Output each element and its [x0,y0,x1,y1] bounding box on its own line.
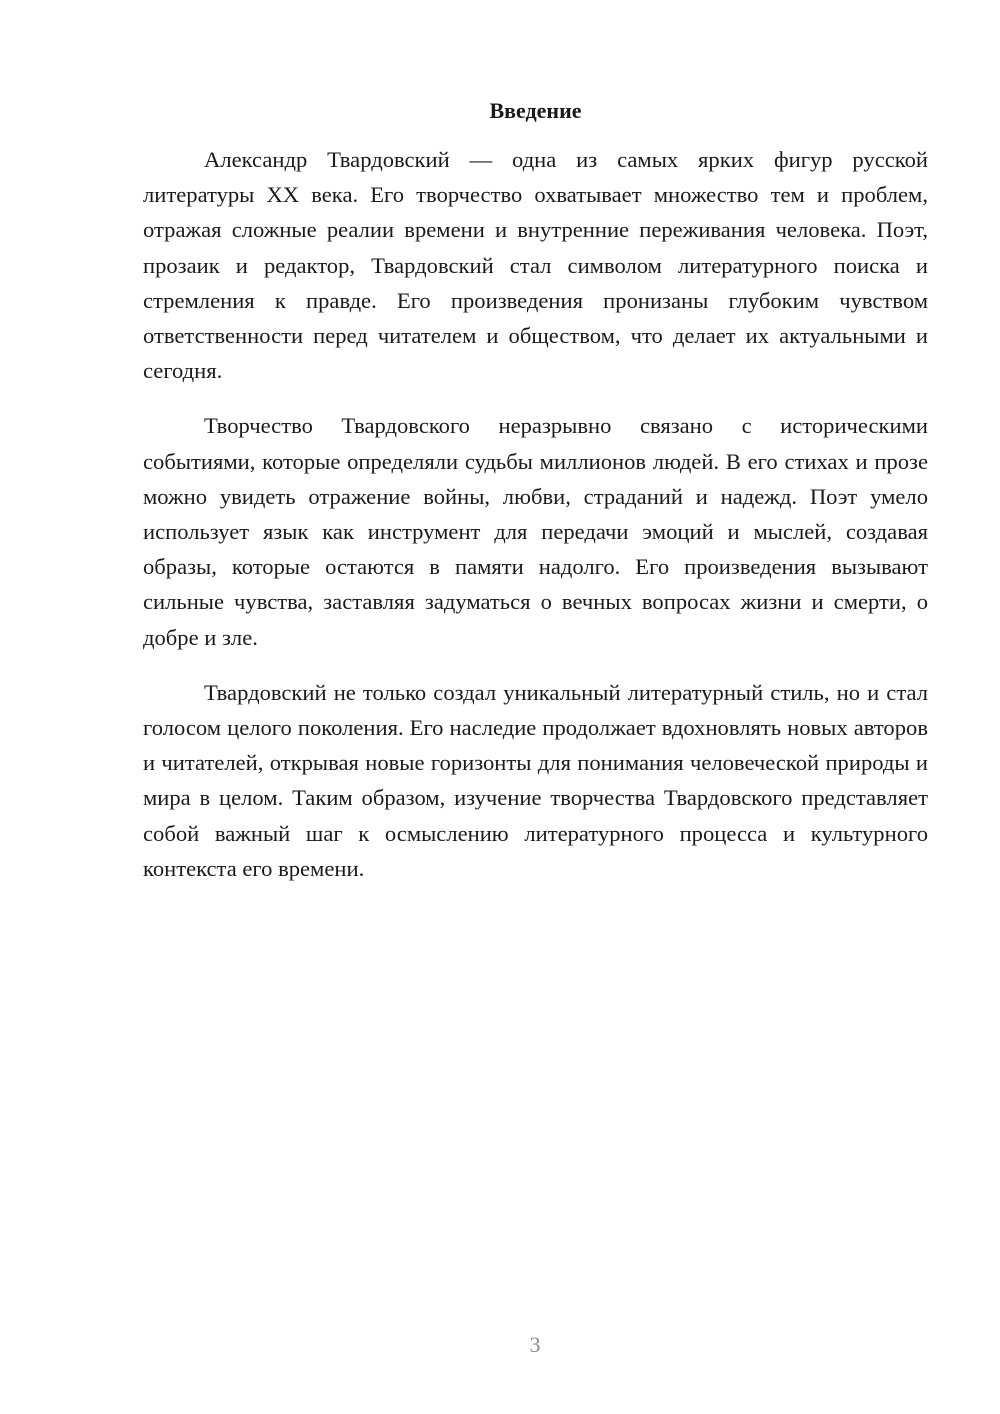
page-content [143,94,928,906]
paragraph-2: Творчество Твардовского неразрывно связано с историческими событиями, которые определяли судьбы миллионов людей. В его стихах и прозе можно увидеть отражение войны, любви, страданий и надежд. Поэт умело использует язык как инструмент для передачи эмоций и мыслей, создавая образы, которые остаются в памяти надолго. Его произведения вызывают сильные чувства, заставляя задуматься о вечных вопросах жизни и смерти, о добре и зле. [143,413,928,650]
paragraph-3: Твардовский не только создал уникальный литературный стиль, но и стал голосом целого поколения. Его наследие продолжает вдохновлять новых авторов и читателей, открывая новые горизонты для понимания человеческой природы и мира в целом. Таким образом, изучение творчества Твардовского представляет собой важный шаг к осмыслению литературного процесса и культурного контекста его времени. [143,679,928,881]
paragraph-1: Александр Твардовский — одна из самых ярких фигур русской литературы XX века. Его творчество охватывает множество тем и проблем, отражая сложные реалии времени и внутренние переживания человека. Поэт, прозаик и редактор, Твардовский стал символом литературного поиска и стремления к правде. Его произведения пронизаны глубоким чувством ответственности перед читателем и обществом, что делает их актуальными и сегодня. [143,147,928,384]
page-number: 3 [529,1332,541,1357]
section-title: Введение [489,98,582,123]
